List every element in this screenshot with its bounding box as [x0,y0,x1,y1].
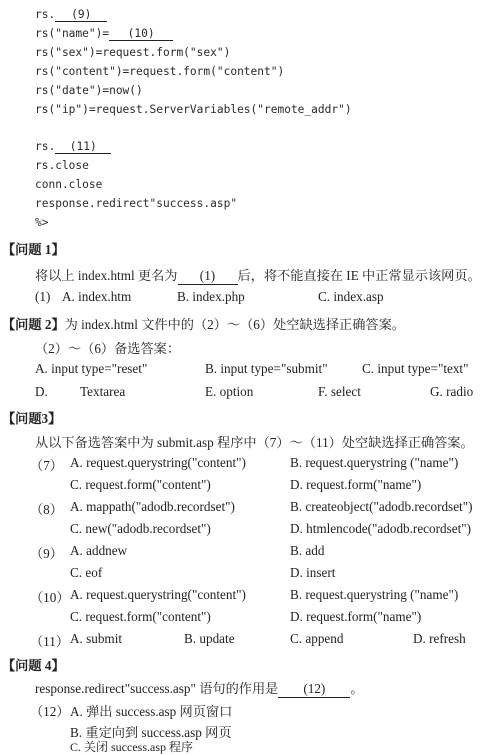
code-line [35,27,173,41]
q11-option-a: A. submit [70,631,123,646]
q10-option-c: C. request.form("content") [70,609,211,624]
q1-option-a: A. index.htm [62,289,132,304]
q8-option-a: A. mappath("adodb.recordset") [70,499,235,514]
q11-option-c: C. append [290,631,344,646]
q10-option-a: A. request.querystring("content") [70,587,246,602]
q2-sub: （2）～（6）备选答案： [35,341,181,356]
q9-option-a: A. addnew [70,543,128,558]
q3-text: 从以下备选答案中为 submit.asp 程序中（7）～（11）处空缺选择正确答案。 [35,435,474,450]
q2-option-e: E. option [205,384,254,399]
q1-heading: 【问题 1】 [2,242,65,257]
q2-option-d: Textarea [80,384,126,399]
q12-option-b: B. 重定向到 success.asp 网页 [70,725,232,740]
code-line: rs("ip")=request.ServerVariables("remote_addr") [35,103,352,116]
q1-text-pre: 将以上 index.html 更名为 [35,268,178,283]
q2-option-d-letter: D. [35,384,48,399]
q9-option-d: D. insert [290,565,336,580]
q1-text [35,265,481,285]
q2-option-c: C. input type="text" [362,361,469,376]
q4-text-pre: response.redirect"success.asp" 语句的作用是 [35,681,279,696]
q11-option-b: B. update [184,631,235,646]
q3-heading: 【问题3】 [2,411,62,426]
q11-num: （11） [30,634,70,649]
q4-text [35,678,364,698]
q7-option-c: C. request.form("content") [70,477,211,492]
q8-num: （8） [30,502,63,517]
q10-option-d: D. request.form("name") [290,609,422,624]
q11-option-d: D. refresh [413,631,466,646]
code-line [35,140,111,154]
q7-option-d: D. request.form("name") [290,477,422,492]
q7-num: （7） [30,458,63,473]
q7-option-a: A. request.querystring("content") [70,455,246,470]
q2-line [2,314,405,333]
q8-option-d: D. htmlencode("adodb.recordset") [290,521,472,536]
q2-option-b: B. input type="submit" [205,361,328,376]
blank-12: (12) [278,681,350,698]
q8-option-c: C. new("adodb.recordset") [70,521,211,536]
q7-option-b: B. request.querystring ("name") [290,455,459,470]
code-line: rs("date")=now() [35,84,143,97]
q9-option-c: C. eof [70,565,103,580]
q4-text-post: 。 [350,681,364,696]
code-line [35,8,107,22]
q9-num: （9） [30,546,63,561]
code-line: conn.close [35,178,103,191]
blank-9: (9) [55,8,107,22]
q12-num: （12） [30,704,70,719]
q10-option-b: B. request.querystring ("name") [290,587,459,602]
q10-num: （10） [30,590,70,605]
q9-option-b: B. add [290,543,325,558]
blank-10: (10) [109,27,173,41]
q1-option-c: C. index.asp [318,289,384,304]
q1-num: (1) [35,289,51,304]
q2-text: 为 index.html 文件中的（2）～（6）处空缺选择正确答案。 [64,317,405,332]
q8-option-b: B. createobject("adodb.recordset") [290,499,473,514]
q1-option-b: B. index.php [177,289,245,304]
code-line: rs.close [35,159,89,172]
code-line: response.redirect"success.asp" [35,197,238,210]
q12-option-c: C. 关闭 success.asp 程序 [70,740,193,754]
q2-option-f: F. select [318,384,361,399]
q4-heading: 【问题 4】 [2,658,65,673]
q2-option-g: G. radio [430,384,474,399]
code-text: rs. [35,8,56,21]
q2-option-a: A. input type="reset" [35,361,148,376]
code-line: %> [35,216,49,229]
blank-11: (11) [55,140,111,154]
q2-heading: 【问题 2】 [2,317,65,332]
code-line: rs("content")=request.form("content") [35,65,285,78]
q12-option-a: A. 弹出 success.asp 网页窗口 [70,704,233,719]
code-text: rs. [35,140,56,153]
code-line: rs("sex")=request.form("sex") [35,46,231,59]
code-text: rs("name")= [35,27,110,40]
blank-1: (1) [178,268,238,285]
q1-text-post: 后，将不能直接在 IE 中正常显示该网页。 [237,268,481,283]
